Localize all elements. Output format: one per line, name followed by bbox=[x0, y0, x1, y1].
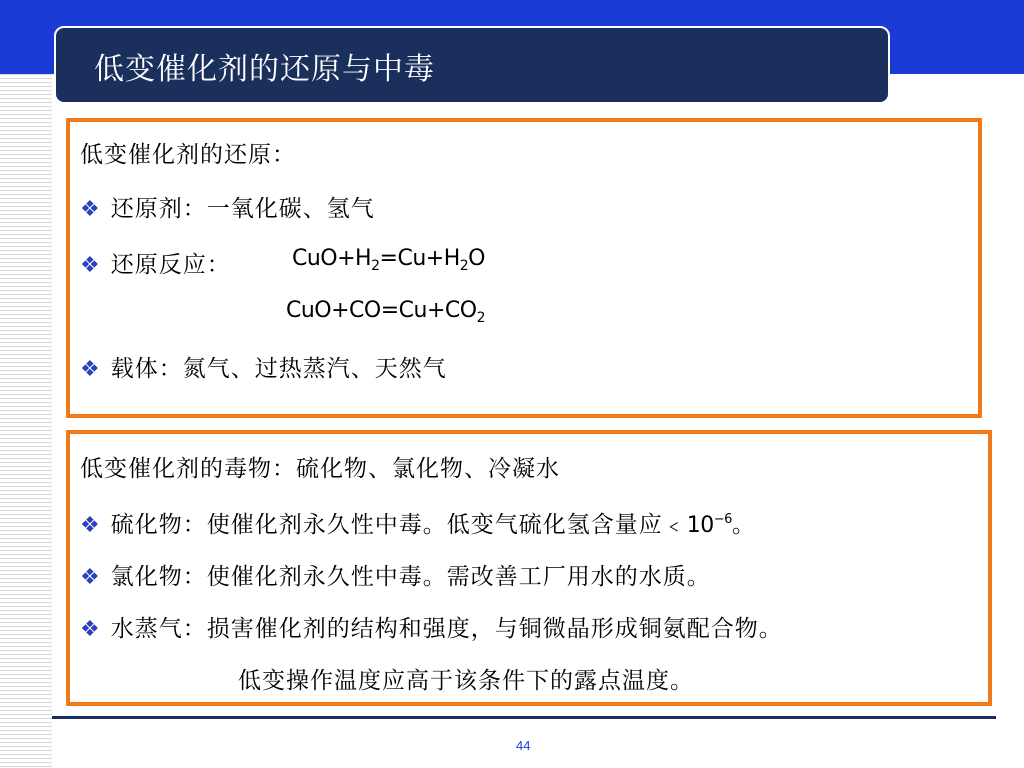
diamond-bullet-icon: ❖ bbox=[80, 253, 101, 278]
poisons-heading: 低变催化剂的毒物：硫化物、氯化物、冷凝水 bbox=[80, 456, 560, 482]
equation-1 bbox=[292, 246, 485, 274]
reaction-label: 还原反应： bbox=[110, 252, 231, 278]
chloride-text: 氯化物：使催化剂永久性中毒。需改善工厂用水的水质。 bbox=[110, 564, 711, 590]
steam-text: 水蒸气：损害催化剂的结构和强度，与铜微晶形成铜氨配合物。 bbox=[110, 616, 783, 642]
steam-continuation: 低变操作温度应高于该条件下的露点温度。 bbox=[238, 668, 694, 694]
diamond-bullet-icon: ❖ bbox=[80, 357, 101, 382]
steam-item bbox=[80, 610, 783, 643]
poisons-box bbox=[66, 430, 992, 706]
diamond-bullet-icon: ❖ bbox=[80, 197, 101, 222]
eq2-subscript: 2 bbox=[476, 310, 486, 326]
title-bar bbox=[54, 26, 890, 104]
sulfide-text: 硫化物：使催化剂永久性中毒。低变气硫化氢含量应﹤ bbox=[110, 512, 687, 538]
reducing-agents-text: 还原剂：一氧化碳、氢气 bbox=[110, 196, 375, 222]
reduction-heading: 低变催化剂的还原： bbox=[80, 142, 296, 168]
eq1-subscript: 2 bbox=[459, 258, 469, 274]
chloride-item bbox=[80, 558, 711, 591]
reduction-box bbox=[66, 118, 982, 418]
eq1-part: CuO+H bbox=[292, 246, 372, 271]
diamond-bullet-icon: ❖ bbox=[80, 513, 101, 538]
footer-divider bbox=[52, 716, 996, 719]
equation-2 bbox=[286, 298, 485, 326]
carrier-item bbox=[80, 350, 447, 383]
diamond-bullet-icon: ❖ bbox=[80, 565, 101, 590]
eq1-part: =Cu+H bbox=[379, 246, 460, 271]
sulfide-limit-base: 10 bbox=[686, 513, 714, 538]
diamond-bullet-icon: ❖ bbox=[80, 617, 101, 642]
slide-title: 低变催化剂的还原与中毒 bbox=[94, 52, 435, 87]
sulfide-limit-value bbox=[687, 513, 732, 538]
left-stripe-decoration bbox=[0, 74, 52, 768]
eq1-subscript: 2 bbox=[371, 258, 380, 274]
reaction-item bbox=[80, 246, 231, 279]
eq2-part: CuO+CO=Cu+CO bbox=[286, 298, 477, 323]
carrier-text: 载体：氮气、过热蒸汽、天然气 bbox=[110, 356, 447, 382]
page-number: 44 bbox=[516, 738, 531, 753]
sulfide-item bbox=[80, 506, 756, 539]
reducing-agents-item bbox=[80, 190, 375, 223]
eq1-part: O bbox=[468, 246, 485, 271]
sulfide-end: 。 bbox=[731, 512, 756, 538]
sulfide-limit-exponent: −6 bbox=[713, 512, 732, 527]
